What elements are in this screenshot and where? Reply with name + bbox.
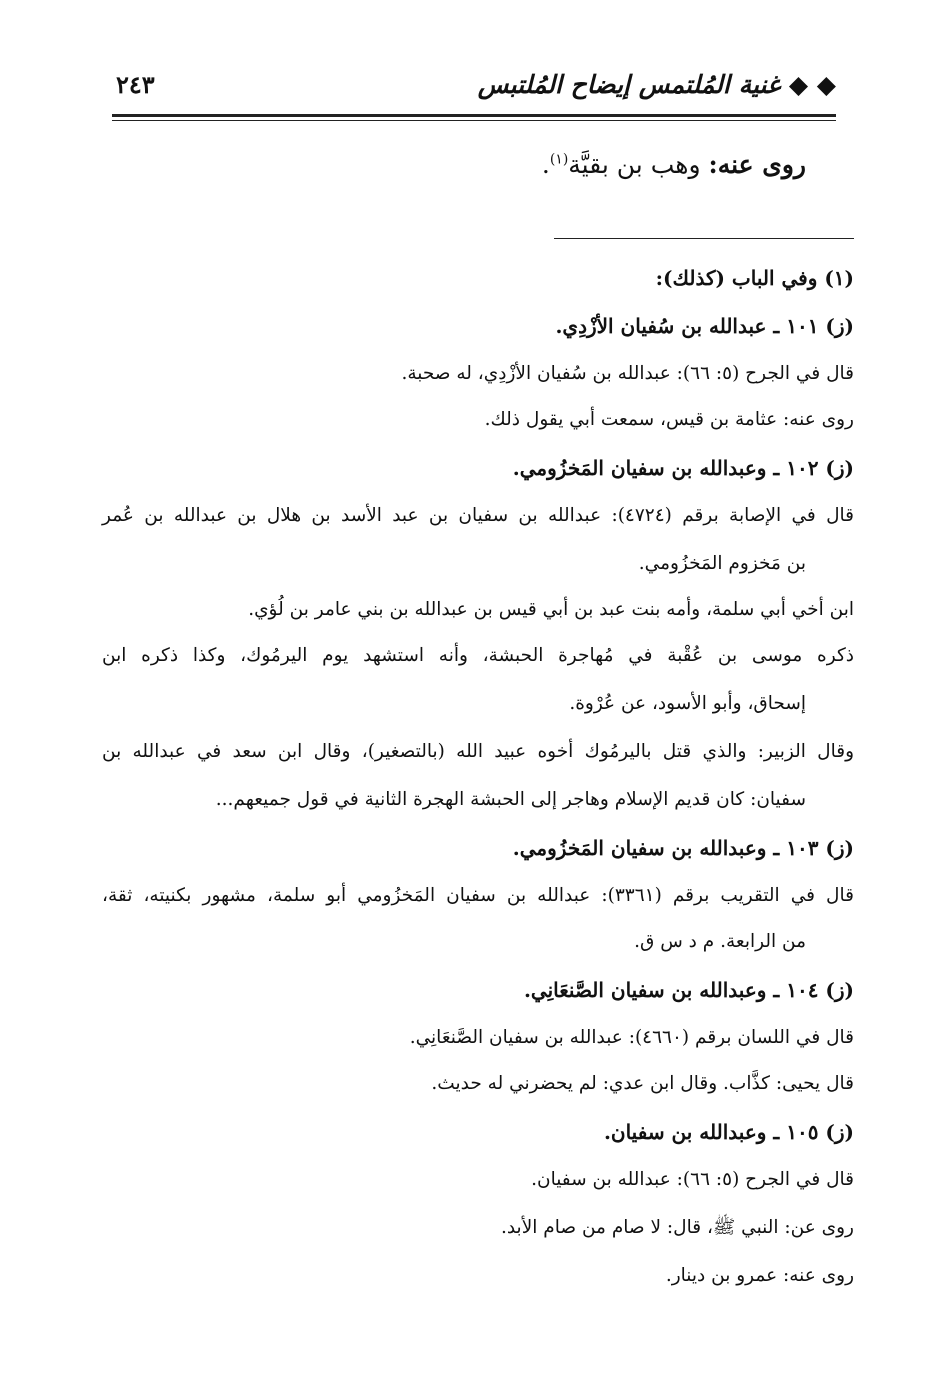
entry-line: قال في اللسان برقم (٤٦٦٠): عبدالله بن سفيان الصَّنعَانِي. [409,1027,854,1048]
entry-line: قال يحيى: كذَّاب. وقال ابن عدي: لم يحضرني له حديث. [431,1073,854,1094]
footnote-reference: (١) [549,151,569,168]
entry-line: روى عنه: عثامة بن قيس، سمعت أبي يقول ذلك. [484,409,854,430]
entry-line: من الرابعة. م د س ق. [634,931,806,952]
entry-heading-103: (ز) ١٠٣ ـ وعبدالله بن سفيان المَخزُومي. [512,836,854,860]
footnote-intro: (١) وفي الباب (كذلك): [655,266,854,290]
entry-line: وقال الزبير: والذي قتل باليرمُوك أخوه عبيد الله (بالتصغير)، وقال ابن سعد في عبدالله بن [102,741,854,762]
main-tail: . [541,150,550,179]
entry-line: روى عن: النبي ﷺ، قال: لا صام من صام الأبد. [500,1217,854,1238]
page-header [110,66,836,112]
entry-line: قال في الجرح (٥: ٦٦): عبدالله بن سفيان. [531,1169,854,1190]
entry-heading-105: (ز) ١٠٥ ـ وعبدالله بن سفيان. [603,1120,854,1144]
entry-line: إسحاق، وأبو الأسود، عن عُرْوة. [569,693,806,714]
entry-line: بن مَخزوم المَخزُومي. [638,553,806,574]
entry-line: روى عنه: عمرو بن دينار. [665,1265,854,1286]
main-text-line [542,150,806,179]
entry-line: قال في التقريب برقم (٣٣٦١): عبدالله بن سفيان المَخزُومي أبو سلمة، مشهور بكنيته، ثقة، [102,885,854,906]
entry-line: ابن أخي أبي سلمة، وأمه بنت عبد بن أبي قيس بن عبدالله بن بني عامر بن لُؤي. [248,599,854,620]
entry-heading-101: (ز) ١٠١ ـ عبدالله بن سُفيان الأزْدِي. [555,314,854,338]
running-title: ◆ ◆ غنية المُلتمس إيضاح المُلتبس [477,70,836,99]
entry-line: سفيان: كان قديم الإسلام وهاجر إلى الحبشة الهجرة الثانية في قول جميعهم... [215,789,806,810]
entry-line: ذكره موسى بن عُقْبة في مُهاجرة الحبشة، وأنه استشهد يوم اليرمُوك، وكذا ذكره ابن [102,645,854,666]
header-rule-thin [112,120,836,121]
header-rule-thick [112,114,836,117]
page-number: ٢٤٣ [116,70,155,99]
entry-heading-102: (ز) ١٠٢ ـ وعبدالله بن سفيان المَخزُومي. [512,456,854,480]
entry-line: قال في الجرح (٥: ٦٦): عبدالله بن سُفيان الأزْدِي، له صحبة. [401,363,854,384]
footnote-separator [554,238,854,239]
entry-heading-104: (ز) ١٠٤ ـ وعبدالله بن سفيان الصَّنعَانِي. [523,978,854,1002]
entry-line: قال في الإصابة برقم (٤٧٢٤): عبدالله بن سفيان بن عبد الأسد بن هلال بن عبدالله بن عُمر [102,505,854,526]
main-text: وهب بن بقيَّة [568,150,701,179]
main-lead: روى عنه: [708,150,806,179]
